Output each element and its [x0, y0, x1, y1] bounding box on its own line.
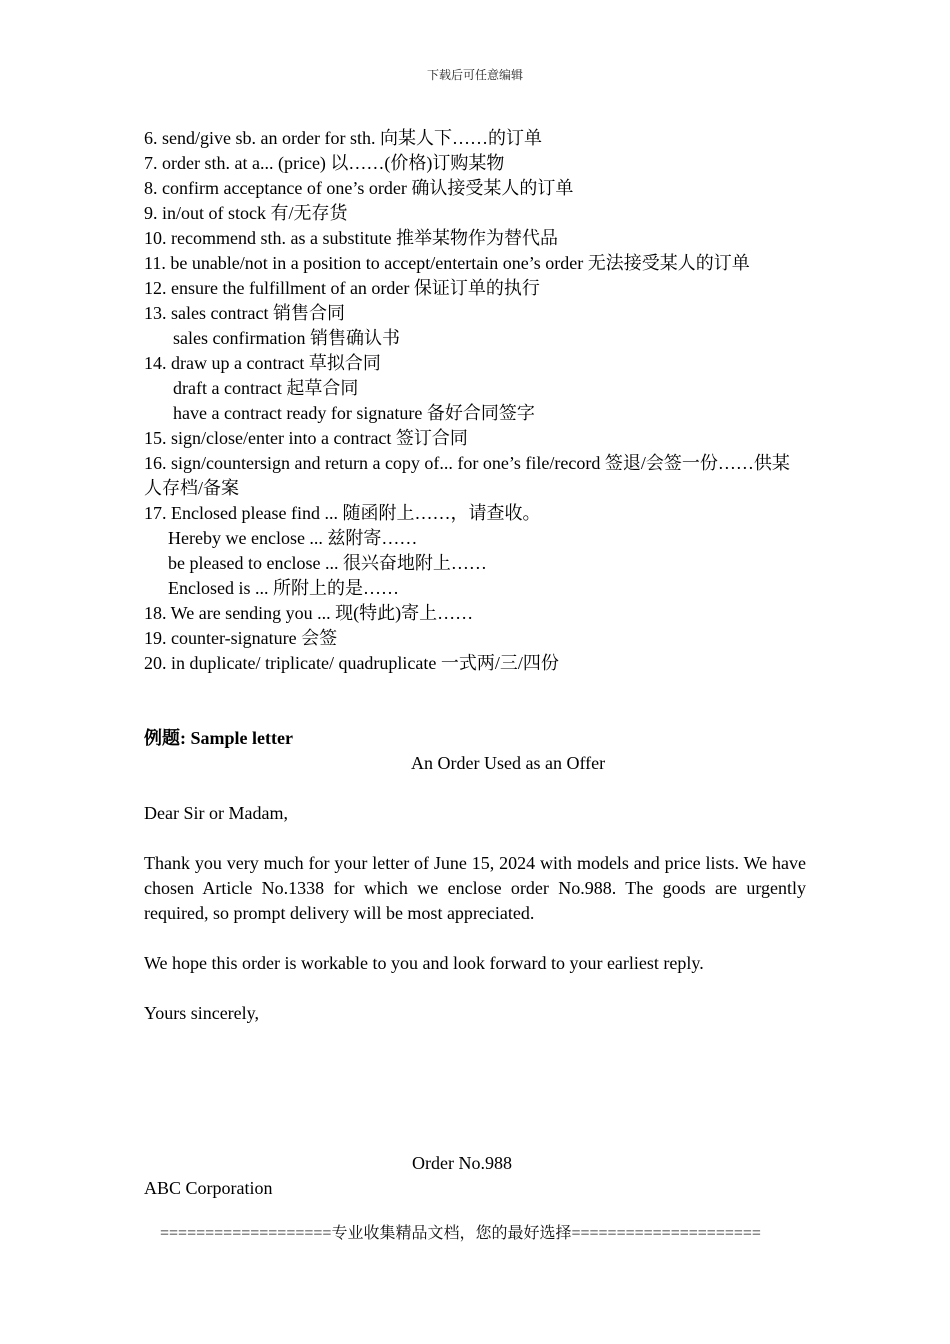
document-body: [144, 126, 806, 1201]
phrase-item: 14. draw up a contract 草拟合同: [144, 353, 381, 373]
spacer: [144, 926, 806, 951]
phrase-item: 15. sign/close/enter into a contract 签订合同: [144, 428, 468, 448]
phrase-item: 16. sign/countersign and return a copy of... for one’s file/record 签退/会签一份……供某人存档/备案: [144, 453, 790, 498]
spacer: [144, 676, 806, 726]
phrase-item: 6. send/give sb. an order for sth. 向某人下……的订单: [144, 128, 542, 148]
company-name: ABC Corporation: [144, 1178, 273, 1198]
phrase-item: sales confirmation 销售确认书: [173, 328, 400, 348]
sample-heading: 例题: Sample letter: [144, 728, 293, 748]
phrase-item: 10. recommend sth. as a substitute 推举某物作为替代品: [144, 228, 558, 248]
phrase-item: draft a contract 起草合同: [173, 378, 359, 398]
letter-paragraph-1: Thank you very much for your letter of June 15, 2024 with models and price lists. We have chosen Article No.1338 for which we enclose order No.988. The goods are urgently required, so prompt delivery will be most appreciated.: [144, 853, 806, 923]
phrase-item: be pleased to enclose ... 很兴奋地附上……: [168, 553, 487, 573]
phrase-item: 19. counter-signature 会签: [144, 628, 338, 648]
order-title: Order No.988: [412, 1153, 512, 1173]
letter-title: An Order Used as an Offer: [411, 753, 606, 773]
phrase-item: Enclosed is ... 所附上的是……: [168, 578, 399, 598]
phrase-item: 20. in duplicate/ triplicate/ quadruplicate 一式两/三/四份: [144, 653, 559, 673]
letter-paragraph-2: We hope this order is workable to you and look forward to your earliest reply.: [144, 953, 704, 973]
spacer: [144, 1026, 806, 1126]
phrase-item: 11. be unable/not in a position to accept/entertain one’s order 无法接受某人的订单: [144, 253, 750, 273]
letter-salutation: Dear Sir or Madam,: [144, 803, 288, 823]
spacer: [144, 826, 806, 851]
spacer: [144, 976, 806, 1001]
spacer: [144, 776, 806, 801]
phrase-item: Hereby we enclose ... 兹附寄……: [168, 528, 418, 548]
phrase-item: 12. ensure the fulfillment of an order 保证订单的执行: [144, 278, 540, 298]
phrase-item: have a contract ready for signature 备好合同签字: [173, 403, 535, 423]
footer-text: ===================专业收集精品文档，您的最好选择=====================: [160, 1225, 761, 1242]
phrase-item: 8. confirm acceptance of one’s order 确认接受某人的订单: [144, 178, 574, 198]
letter-closing: Yours sincerely,: [144, 1003, 259, 1023]
page-footer: [144, 1224, 806, 1244]
phrase-item: 9. in/out of stock 有/无存货: [144, 203, 348, 223]
spacer: [144, 1126, 806, 1151]
phrase-item: 17. Enclosed please find ... 随函附上……，请查收。: [144, 503, 541, 523]
phrase-item: 13. sales contract 销售合同: [144, 303, 345, 323]
phrase-list: [144, 126, 806, 676]
phrase-item: 7. order sth. at a... (price) 以……(价格)订购某物: [144, 153, 505, 173]
phrase-item: 18. We are sending you ... 现(特此)寄上……: [144, 603, 474, 623]
page-header: 下载后可任意编辑: [426, 68, 523, 82]
